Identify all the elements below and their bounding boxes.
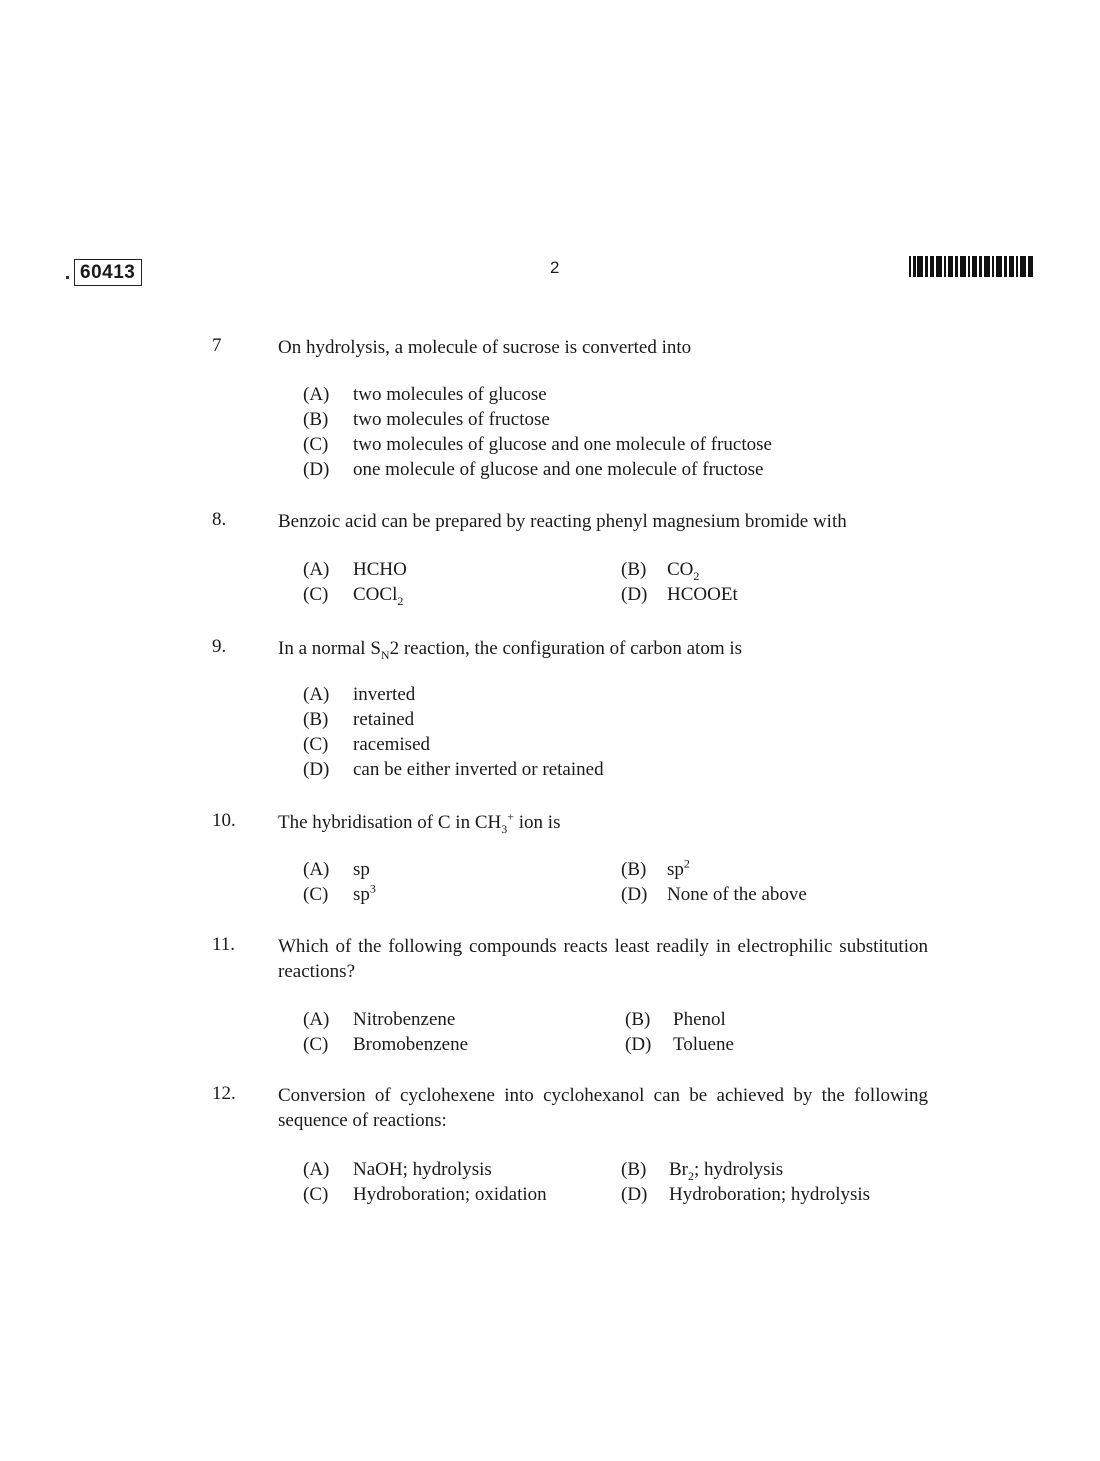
page-number: 2: [550, 258, 560, 277]
option-b: (B) $sp^2$: [621, 856, 690, 880]
question-number: 12.: [212, 1083, 236, 1104]
option-c: (C) Hydroboration; oxidation: [303, 1184, 547, 1205]
question-text: On hydrolysis, a molecule of sucrose is converted into: [278, 337, 692, 358]
question-text: In a normal $S_N2$ reaction, the configuration of carbon atom is: [278, 638, 743, 662]
question-number: 9.: [212, 636, 227, 657]
option-d: (D) None of the above: [621, 884, 807, 905]
page-header: [0, 0, 1100, 300]
option-c: (C) COCl$_2$: [303, 584, 404, 608]
question-text: Benzoic acid can be prepared by reacting phenyl magnesium bromide with: [278, 511, 847, 532]
question-number: 10.: [212, 810, 236, 831]
option-d: (D) Toluene: [625, 1034, 734, 1055]
option-a: (A) inverted: [303, 684, 416, 705]
question-text: Conversion of cyclohexene into cyclohexanol can be achieved by the following sequence of reactions:: [278, 1085, 928, 1131]
question-number: 8.: [212, 509, 227, 530]
option-b: (B) Phenol: [625, 1009, 726, 1030]
option-d: (D) can be either inverted or retained: [303, 759, 604, 780]
option-c: (C) Bromobenzene: [303, 1034, 469, 1055]
question-number: 7: [212, 335, 222, 356]
option-b: (B) $Br_2$; hydrolysis: [621, 1159, 784, 1183]
option-a: (A) two molecules of glucose: [303, 384, 547, 405]
option-d: (D) one molecule of glucose and one molecule of fructose: [303, 459, 764, 480]
barcode-image: [909, 256, 1033, 277]
option-a: (A) HCHO: [303, 559, 407, 580]
option-b: (B) $CO_2$: [621, 559, 700, 583]
option-d: (D) HCOOEt: [621, 584, 738, 605]
question-text: Which of the following compounds reacts least readily in electrophilic substitution reactions?: [278, 936, 928, 982]
mark-dot: [66, 276, 69, 279]
question-number: 11.: [212, 934, 236, 955]
option-c: (C) two molecules of glucose and one molecule of fructose: [303, 434, 772, 455]
option-b: (B) retained: [303, 709, 415, 730]
option-c: (C) $sp^3$: [303, 881, 376, 905]
option-a: (A) sp: [303, 859, 370, 880]
option-b: (B) two molecules of fructose: [303, 409, 550, 430]
option-d: (D) Hydroboration; hydrolysis: [621, 1184, 871, 1205]
option-a: (A) Nitrobenzene: [303, 1009, 456, 1030]
paper-code: 60413: [74, 259, 142, 286]
option-c: (C) racemised: [303, 734, 431, 755]
question-text: The hybridisation of C in $CH_3^+$ ion is: [278, 809, 561, 836]
option-a: (A) NaOH; hydrolysis: [303, 1159, 492, 1180]
